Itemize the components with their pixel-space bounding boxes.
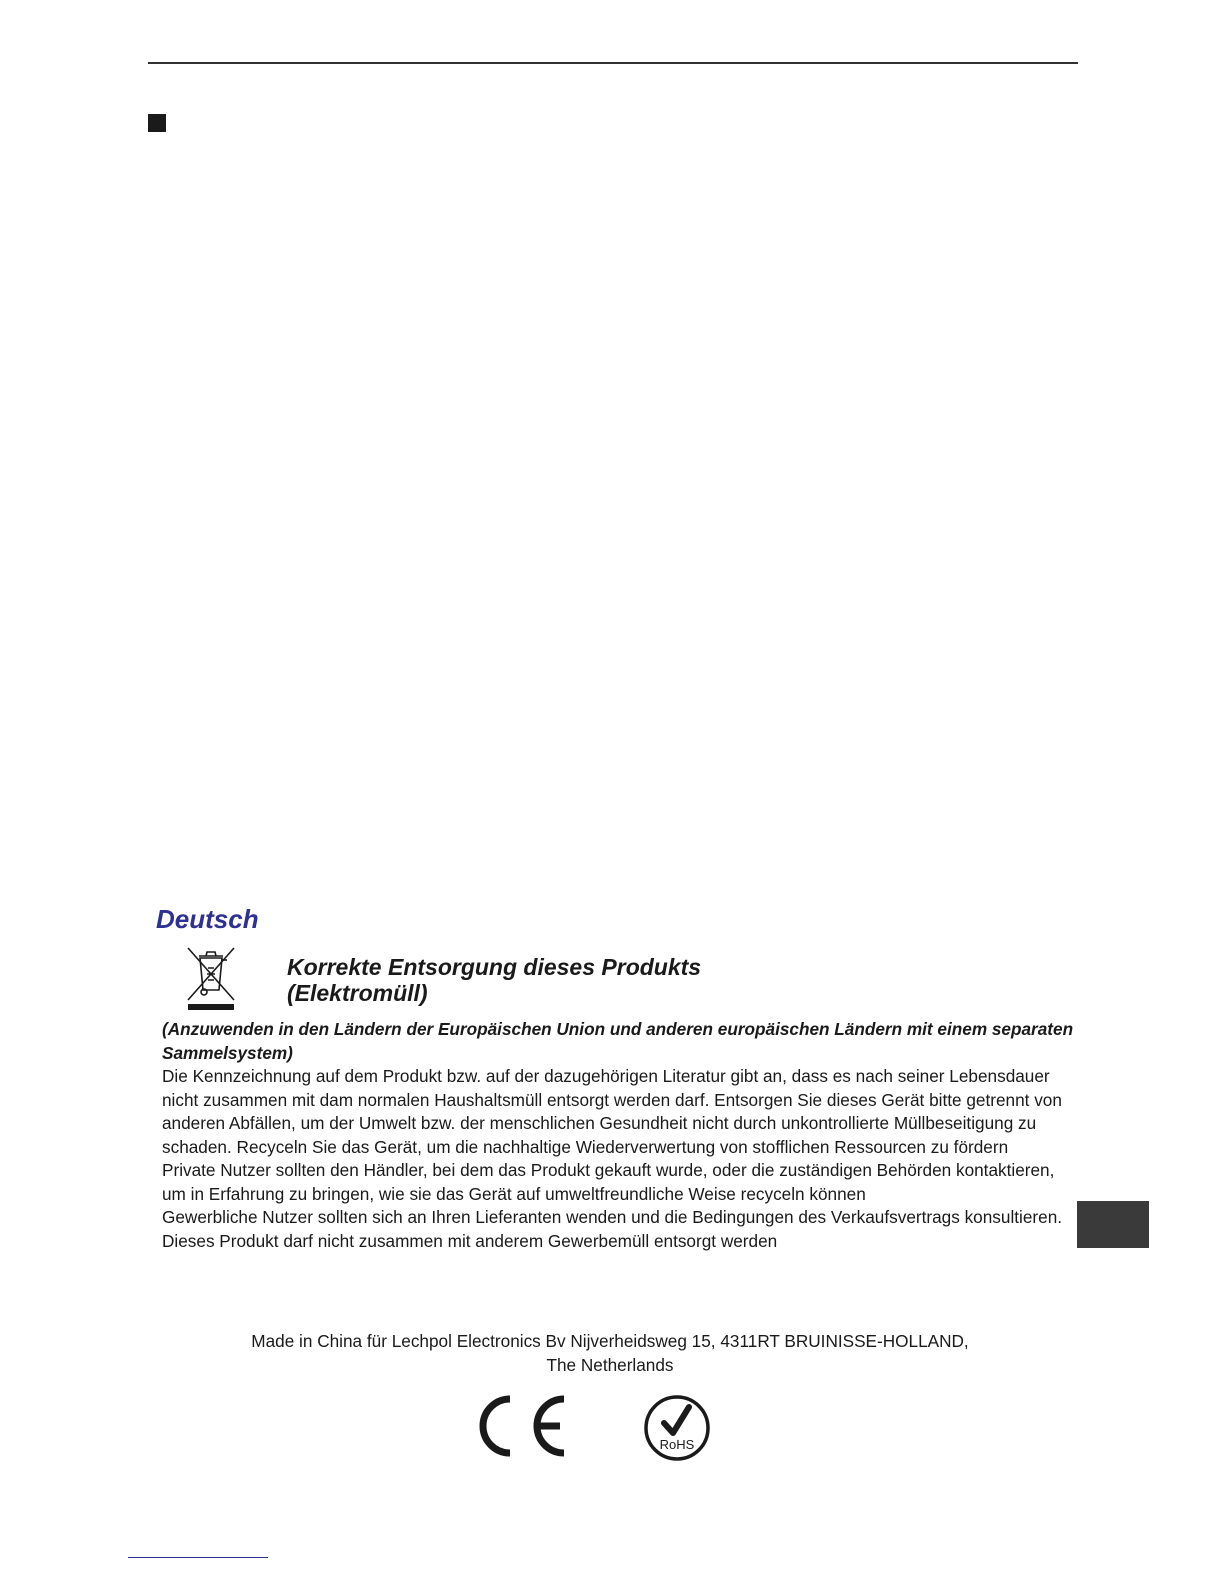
language-title: Deutsch	[156, 904, 259, 934]
header-rule	[148, 62, 1078, 64]
ce-mark-icon	[476, 1393, 572, 1459]
disposal-paragraph-1: Die Kennzeichnung auf dem Produkt bzw. auf der dazugehörigen Literatur gibt an, dass es nach seiner Lebensdauer nicht zusammen mit dam normalen Haushaltsmüll entsorgt werden darf. Entsorgen Sie dieses Gerät bitte getrennt von anderen Abfällen, um der Umwelt bzw. der menschlichen Gesundheit nicht durch unkontrollierte Müllbeseitigung zu schaden. Recyceln Sie das Gerät, um die nachhaltige Wiederverwertung von stofflichen Ressourcen zu fördern	[162, 1066, 1062, 1157]
section-marker-icon	[148, 114, 166, 132]
manufacturer-line1: Made in China für Lechpol Electronics Bv Nijverheidsweg 15, 4311RT BRUINISSE-HOLLAND,	[251, 1331, 969, 1351]
rohs-check-icon	[642, 1393, 712, 1463]
footer-rule	[128, 1557, 268, 1558]
manufacturer-info	[150, 1330, 1070, 1377]
rohs-label: RoHS	[659, 1437, 695, 1452]
disposal-paragraph-2: Private Nutzer sollten den Händler, bei dem das Produkt gekauft wurde, oder die zuständigen Behörden kontaktieren, um in Erfahrung zu bringen, wie sie das Gerät auf umweltfreundliche Weise recyceln können	[162, 1160, 1055, 1204]
disposal-body	[162, 1018, 1082, 1253]
manufacturer-line2: The Netherlands	[546, 1354, 674, 1375]
language-side-tab	[1077, 1201, 1149, 1248]
crossed-out-wheelie-bin-icon	[184, 944, 238, 1012]
disposal-title	[287, 954, 701, 1006]
disposal-title-line2: (Elektromüll)	[287, 980, 428, 1006]
scope-note: (Anzuwenden in den Ländern der Europäischen Union und anderen europäischen Ländern mit einem separaten Sammelsystem)	[162, 1019, 1074, 1063]
disposal-title-line1: Korrekte Entsorgung dieses Produkts	[287, 954, 702, 980]
disposal-paragraph-3: Gewerbliche Nutzer sollten sich an Ihren Lieferanten wenden und die Bedingungen des Verkaufsvertrags konsultieren. Dieses Produkt darf nicht zusammen mit anderem Gewerbemüll entsorgt werden	[162, 1207, 1063, 1251]
